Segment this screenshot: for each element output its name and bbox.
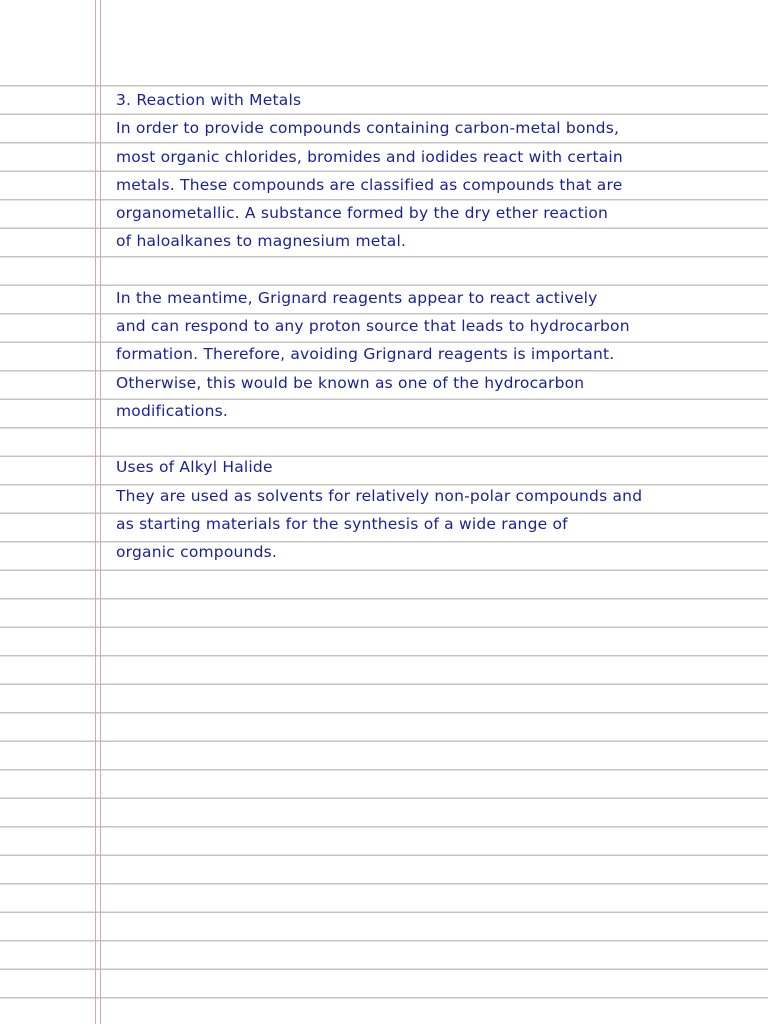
paragraph-line: In the meantime, Grignard reagents appear to react actively bbox=[116, 288, 598, 307]
paragraph-line: formation. Therefore, avoiding Grignard reagents is important. bbox=[116, 345, 615, 364]
paragraph-line: metals. These compounds are classified as compounds that are bbox=[116, 175, 623, 194]
paragraph-line: organic compounds. bbox=[116, 543, 278, 561]
paragraph-line: as starting materials for the synthesis of a wide range of bbox=[116, 514, 568, 533]
blank-line bbox=[116, 425, 756, 453]
paragraph-line: They are used as solvents for relatively non-polar compounds and bbox=[116, 486, 643, 505]
section-heading-uses-of-alkyl-halide: Uses of Alkyl Halide bbox=[116, 458, 273, 477]
paragraph-line: Otherwise, this would be known as one of the hydrocarbon bbox=[116, 373, 585, 392]
handwritten-notes bbox=[116, 86, 756, 566]
margin-line-left bbox=[95, 0, 96, 1024]
paragraph-line: and can respond to any proton source that leads to hydrocarbon bbox=[116, 317, 630, 335]
paragraph-line: most organic chlorides, bromides and iodides react with certain bbox=[116, 147, 623, 166]
paragraph-line: In order to provide compounds containing carbon-metal bonds, bbox=[116, 119, 620, 138]
margin-line-right bbox=[100, 0, 101, 1024]
paragraph-line: of haloalkanes to magnesium metal. bbox=[116, 232, 407, 251]
paragraph-line: organometallic. A substance formed by the dry ether reaction bbox=[116, 204, 609, 222]
blank-line bbox=[116, 256, 756, 284]
section-heading-reaction-with-metals: 3. Reaction with Metals bbox=[116, 91, 302, 109]
paragraph-line: modifications. bbox=[116, 401, 229, 420]
